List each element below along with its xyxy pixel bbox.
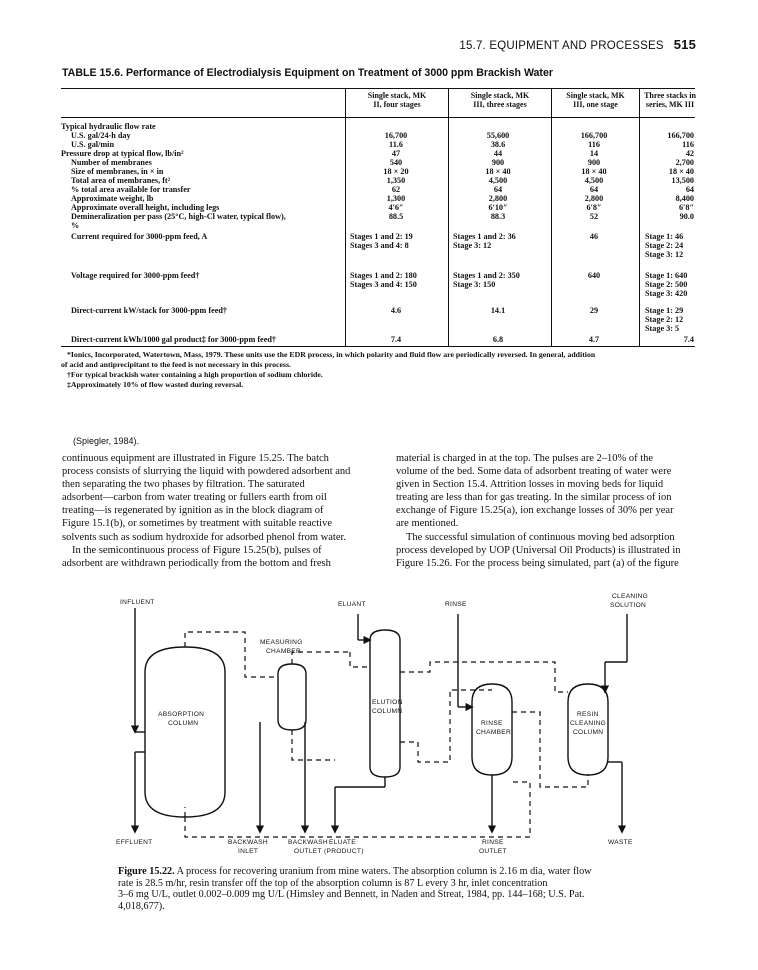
footnote: of acid and antiprecipitant to the feed is not necessary in this process. xyxy=(61,360,291,369)
text-line: adsorbent—carbon from water treating or fullers earth from oil xyxy=(62,492,327,504)
table-cell: 18 × 40 xyxy=(581,167,607,176)
table-cell: 46 xyxy=(589,232,599,241)
table-cell: 64 xyxy=(589,185,599,194)
table-source: (Spiegler, 1984). xyxy=(73,436,140,446)
table-cell: 4,500 xyxy=(584,176,604,185)
text-line: In the semicontinuous process of Figure 15.25(b), pulses of xyxy=(72,544,322,556)
table-cell: 2,800 xyxy=(584,194,604,203)
table-cell: 11.6 xyxy=(389,140,403,149)
row-label: Size of membranes, in × in xyxy=(71,167,164,176)
text-line: then separating the two phases by filtration. The saturated xyxy=(62,479,305,491)
footnote: *Ionics, Incorporated, Watertown, Mass, 1979. These units use the EDR process, in which polarity and fluid flow are periodically reversed. In general, addition xyxy=(67,350,596,359)
caption-text: A process for recovering uranium from mine waters. The absorption column is 2.16 m dia, water flow xyxy=(174,866,592,877)
table-cell: 900 xyxy=(587,158,601,167)
row-label: Approximate weight, lb xyxy=(71,194,154,203)
row-label: Number of membranes xyxy=(71,158,152,167)
text-line: adsorbent are withdrawn periodically from the bottom and fresh xyxy=(62,557,331,569)
table-cell: 2,700 xyxy=(675,158,694,167)
table-cell: Stage 1: 640 Stage 2: 500 Stage 3: 420 xyxy=(645,271,688,298)
table-cell: 64 xyxy=(493,185,503,194)
caption-text: rate is 28.5 m/hr, resin transfer off the top of the absorption column is 87 L every 3 hr, inlet concentration xyxy=(118,877,548,889)
table-cell: 90.0 xyxy=(679,212,694,221)
table-cell: 7.4 xyxy=(683,335,694,344)
table-cell: 4.7 xyxy=(588,335,600,344)
row-label: % xyxy=(71,221,80,230)
label-waste: WASTE xyxy=(608,839,633,846)
table-cell: 4′6″ xyxy=(388,203,404,212)
label-cleaning: SOLUTION xyxy=(610,602,647,609)
table-cell: 6.8 xyxy=(492,335,504,344)
text-line: solvents such as sodium hydroxide for adsorbed phenol from water. xyxy=(62,531,347,543)
table-cell: 4,500 xyxy=(488,176,508,185)
table-cell: 6′8″ xyxy=(586,203,602,212)
text-line: process consists of slurrying the liquid with powdered adsorbent and xyxy=(62,466,351,478)
text-line: given in Section 15.4. Attrition losses in moving beds for liquid xyxy=(396,479,664,491)
table-cell: 55,600 xyxy=(486,131,510,140)
figure-caption xyxy=(118,866,673,912)
row-label: Pressure drop at typical flow, lb/in² xyxy=(61,149,184,158)
label-absorption-column: ABSORPTION xyxy=(158,711,205,718)
table-cell: 44 xyxy=(493,149,503,158)
measuring-chamber xyxy=(278,664,306,730)
table-cell: Stage 1: 29 Stage 2: 12 Stage 3: 5 xyxy=(645,306,684,333)
text-line: exchange of Figure 15.25(a), ion exchange losses of 30% per year xyxy=(396,505,674,517)
table-cell: 640 xyxy=(587,271,601,280)
col-divider xyxy=(448,88,449,346)
row-label: % total area available for transfer xyxy=(71,185,191,194)
table-cell: 6′8″ xyxy=(678,203,694,212)
table-cell: 18 × 40 xyxy=(668,167,694,176)
label-resin-cleaning: CLEANING xyxy=(570,720,607,727)
row-label: Direct-current kW/stack for 3000-ppm feed† xyxy=(71,306,227,315)
label-eluate: ELUATE xyxy=(329,839,356,846)
section-title: 15.7. EQUIPMENT AND PROCESSES xyxy=(459,40,664,52)
table-cell: 88.5 xyxy=(388,212,404,221)
page-number: 515 xyxy=(673,37,696,52)
text-line: Figure 15.26. For the process being simulated, part (a) of the figure xyxy=(396,557,679,569)
label-resin-cleaning: RESIN xyxy=(577,711,599,718)
footnote: †For typical brackish water containing a high proportion of sodium chloride. xyxy=(67,370,323,379)
table-cell: 14.1 xyxy=(490,306,506,315)
col-divider xyxy=(345,88,346,346)
table-cell: 52 xyxy=(589,212,599,221)
running-header xyxy=(459,37,696,52)
table-cell: 18 × 20 xyxy=(383,167,409,176)
label-effluent: EFFLUENT xyxy=(116,839,153,846)
table-cell: 900 xyxy=(491,158,505,167)
label-cleaning: CLEANING xyxy=(612,593,649,600)
label-backwash-outlet: OUTLET xyxy=(294,848,322,855)
label-rinse-chamber: CHAMBER xyxy=(476,729,512,736)
label-rinse-outlet: RINSE xyxy=(482,839,504,846)
table-cell: 62 xyxy=(391,185,401,194)
label-measuring-chamber: CHAMBER xyxy=(266,648,302,655)
table-cell: 42 xyxy=(685,149,694,158)
table-cell: 2,800 xyxy=(488,194,508,203)
row-label: Current required for 3000-ppm feed, A xyxy=(71,232,208,241)
table-cell: 116 xyxy=(588,140,600,149)
column-header: Single stack, MK III, three stages xyxy=(470,91,530,109)
table-cell: 540 xyxy=(389,158,403,167)
figure-label: Figure 15.22. xyxy=(118,866,175,877)
caption-text: 3–6 mg U/L, outlet 0.002–0.009 mg U/L (Himsley and Bennett, in Naden and Streat, 1984, pp. 144–168; U.S. Pat. xyxy=(118,889,585,901)
table-cell: 18 × 40 xyxy=(485,167,511,176)
label-rinse-outlet: OUTLET xyxy=(479,848,507,855)
row-label: Approximate overall height, including legs xyxy=(71,203,220,212)
table-cell: Stages 1 and 2: 19 Stages 3 and 4: 8 xyxy=(350,232,413,250)
table-cell: 8,400 xyxy=(675,194,694,203)
label-backwash-inlet: INLET xyxy=(238,848,259,855)
row-label: Total area of membranes, ft² xyxy=(71,176,171,185)
absorption-column xyxy=(145,647,225,817)
text-line: treating—is regenerated by ignition as in the block diagram of xyxy=(62,505,324,517)
table-cell: 47 xyxy=(391,149,401,158)
text-line: The successful simulation of continuous moving bed adsorption xyxy=(406,531,675,543)
row-label: Demineralization per pass (25°C, high-Cl water, typical flow), xyxy=(71,212,286,221)
label-resin-cleaning: COLUMN xyxy=(573,729,604,736)
table-cell: 64 xyxy=(685,185,694,194)
table-cell: 29 xyxy=(589,306,599,315)
caption-text: 4,018,677). xyxy=(118,900,165,912)
text-line: treating are less than for gas treating. In the similar process of ion xyxy=(396,492,672,504)
table-cell: 13,500 xyxy=(671,176,694,185)
table-cell: 6′10″ xyxy=(488,203,508,212)
table-cell: Stage 1: 46 Stage 2: 24 Stage 3: 12 xyxy=(645,232,684,259)
text-line: volume of the bed. Some data of adsorbent treating of water were xyxy=(396,466,672,478)
text-line: are mentioned. xyxy=(396,518,459,530)
label-eluate: (PRODUCT) xyxy=(324,848,364,855)
table-top-rule xyxy=(61,88,695,89)
column-header: Three stacks in series, MK III xyxy=(644,91,696,109)
table-cell: 166,700 xyxy=(667,131,694,140)
text-line: Figure 15.1(b), or sometimes by treatment with suitable reactive xyxy=(62,518,333,530)
table-cell: 116 xyxy=(682,140,694,149)
body-column-right xyxy=(396,452,698,570)
table-cell: 7.4 xyxy=(390,335,402,344)
row-label: U.S. gal/24-h day xyxy=(71,131,131,140)
table-cell: 88.3 xyxy=(490,212,506,221)
table-cell: Stages 1 and 2: 180 Stages 3 and 4: 150 xyxy=(350,271,417,289)
label-backwash-inlet: BACKWASH xyxy=(228,839,268,846)
table-cell: 1,350 xyxy=(386,176,406,185)
label-eluant: ELUANT xyxy=(338,601,366,608)
row-label: U.S. gal/min xyxy=(71,140,114,149)
table-cell: Stages 1 and 2: 350 Stage 3: 150 xyxy=(453,271,520,289)
label-elution-column: ELUTION xyxy=(372,699,403,706)
text-line: continuous equipment are illustrated in Figure 15.25. The batch xyxy=(62,453,329,464)
table-cell: 166,700 xyxy=(580,131,608,140)
footnote: ‡Approximately 10% of flow wasted during reversal. xyxy=(67,380,244,389)
text-line: process developed by UOP (Universal Oil Products) is illustrated in xyxy=(396,544,681,556)
label-measuring-chamber: MEASURING xyxy=(260,639,303,646)
process-flow-diagram xyxy=(100,592,670,862)
table-cell: 14 xyxy=(589,149,599,158)
label-backwash-outlet: BACKWASH xyxy=(288,839,328,846)
table-cell: 4.6 xyxy=(390,306,402,315)
row-label: Voltage required for 3000-ppm feed† xyxy=(71,271,200,280)
table-bottom-rule xyxy=(61,346,695,347)
body-column-left xyxy=(62,452,382,570)
column-header: Single stack, MK III, one stage xyxy=(566,91,625,109)
label-rinse-chamber: RINSE xyxy=(481,720,503,727)
table-cell: 16,700 xyxy=(384,131,408,140)
table-title: TABLE 15.6. Performance of Electrodialysis Equipment on Treatment of 3000 ppm Brackish Water xyxy=(62,67,553,79)
label-absorption-column: COLUMN xyxy=(168,720,199,727)
text-line: material is charged in at the top. The pulses are 2–10% of the xyxy=(396,453,654,464)
table-cell: Stages 1 and 2: 36 Stage 3: 12 xyxy=(453,232,516,250)
table-cell: 1,300 xyxy=(386,194,406,203)
label-elution-column: COLUMN xyxy=(372,708,403,715)
row-label: Typical hydraulic flow rate xyxy=(61,122,156,131)
table-header-rule xyxy=(61,117,695,118)
column-header: Single stack, MK II, four stages xyxy=(367,91,427,109)
table-cell: 38.6 xyxy=(490,140,506,149)
label-influent: INFLUENT xyxy=(120,599,155,606)
row-label: Direct-current kWh/1000 gal product‡ for 3000-ppm feed† xyxy=(71,335,276,344)
label-rinse: RINSE xyxy=(445,601,467,608)
